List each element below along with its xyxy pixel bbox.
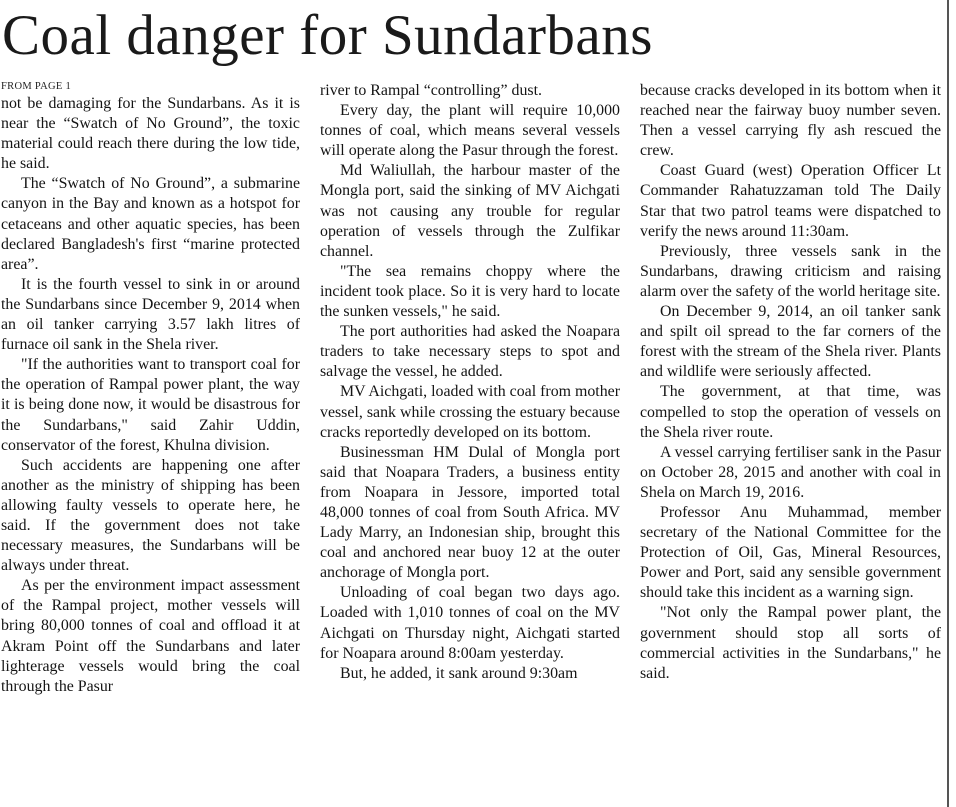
paragraph: Previously, three vessels sank in the Sundarbans, drawing criticism and raising alarm over the safety of the world heritage site. xyxy=(640,242,941,300)
paragraph: Professor Anu Muhammad, member secretary of the National Committee for the Protection of Oil, Gas, Mineral Resources, Power and Port, said any sensible government should take this incident as a warning sign. xyxy=(640,503,941,602)
paragraph: Unloading of coal began two days ago. Loaded with 1,010 tonnes of coal on the MV Aichgati on Thursday night, Aichgati started for Noapara around 8:00am yesterday. xyxy=(320,584,620,662)
article-column-2 xyxy=(320,81,620,805)
paragraph: The government, at that time, was compelled to stop the operation of vessels on the Shela river route. xyxy=(640,383,941,441)
paragraph: The “Swatch of No Ground”, a submarine canyon in the Bay and known as a hotspot for cetaceans and other aquatic species, has been declared Bangladesh's first “marine protected area”. xyxy=(1,175,300,273)
paragraph: Coast Guard (west) Operation Officer Lt Commander Rahatuzzaman told The Daily Star that two patrol teams were dispatched to verify the news around 11:30am. xyxy=(640,162,941,240)
article-column-1 xyxy=(1,81,300,805)
paragraph: because cracks developed in its bottom when it reached near the fairway buoy number seven. Then a vessel carrying fly ash rescued the crew. xyxy=(640,82,941,160)
paragraph: The port authorities had asked the Noapara traders to take necessary steps to spot and salvage the vessel, he added. xyxy=(320,323,620,381)
paragraph: Businessman HM Dulal of Mongla port said that Noapara Traders, a business entity from Noapara in Jessore, imported total 48,000 tonnes of coal from South Africa. MV Lady Marry, an Indonesian ship, brought this coal and anchored near buoy 12 at the outer anchorage of Mongla port. xyxy=(320,443,620,582)
paragraph: not be damaging for the Sundarbans. As it is near the “Swatch of No Ground”, the toxic material could reach there during the low tide, he said. xyxy=(1,95,300,173)
paragraph: Such accidents are happening one after another as the ministry of shipping has been allowing faulty vessels to operate here, he said. If the government does not take necessary measures, the Sundarbans will be always under threat. xyxy=(1,456,300,575)
paragraph: "If the authorities want to transport coal for the operation of Rampal power plant, the way it is being done now, it would be disastrous for the Sundarbans," said Zahir Uddin, conservator of the forest, Khulna division. xyxy=(1,356,300,454)
paragraph: A vessel carrying fertiliser sank in the Pasur on October 28, 2015 and another with coal in Shela on March 19, 2016. xyxy=(640,443,941,501)
column-rule xyxy=(947,0,949,807)
paragraph: On December 9, 2014, an oil tanker sank and spilt oil spread to the far corners of the forest with the stream of the Shela river. Plants and wildlife were seriously affected. xyxy=(640,303,941,381)
dateline: FROM PAGE 1 xyxy=(1,81,72,92)
paragraph: Every day, the plant will require 10,000 tonnes of coal, which means several vessels will operate along the Pasur through the forest. xyxy=(320,102,620,160)
paragraph: "The sea remains choppy where the incident took place. So it is very hard to locate the sunken vessels," he said. xyxy=(320,262,620,321)
paragraph: But, he added, it sank around 9:30am xyxy=(340,664,578,682)
paragraph: Md Waliullah, the harbour master of the Mongla port, said the sinking of MV Aichgati was not causing any trouble for regular operation of vessels through the Zulfikar channel. xyxy=(320,162,620,260)
paragraph: "Not only the Rampal power plant, the government should stop all sorts of commercial activities in the Sundarbans," he said. xyxy=(640,604,941,682)
paragraph: MV Aichgati, loaded with coal from mother vessel, sank while crossing the estuary because cracks reportedly developed on its bottom. xyxy=(320,383,620,441)
paragraph: river to Rampal “controlling” dust. xyxy=(320,82,542,99)
paragraph: As per the environment impact assessment of the Rampal project, mother vessels will bring 80,000 tonnes of coal and offload it at Akram Point off the Sundarbans and later lighterage vessels would bring the coal through the Pasur xyxy=(1,577,300,695)
article-column-3 xyxy=(640,81,941,805)
headline: Coal danger for Sundarbans xyxy=(2,4,653,67)
paragraph: It is the fourth vessel to sink in or around the Sundarbans since December 9, 2014 when an oil tanker carrying 3.57 lakh litres of furnace oil sank in the Shela river. xyxy=(1,275,300,354)
